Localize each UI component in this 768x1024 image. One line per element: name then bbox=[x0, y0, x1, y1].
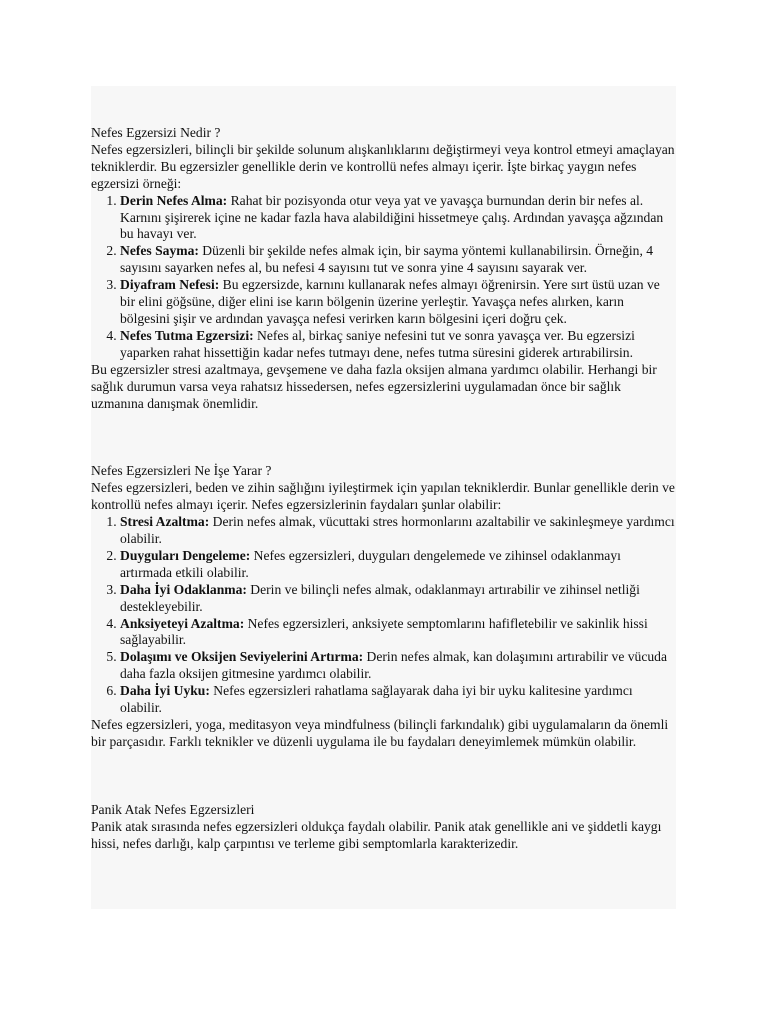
list-item-term: Anksiyeteyi Azaltma: bbox=[120, 615, 245, 631]
list-item-term: Daha İyi Uyku: bbox=[120, 683, 210, 699]
list-item-text: Düzenli bir şekilde nefes almak için, bir sayma yöntemi kullanabilirsin. Örneğin, 4 sayısını sayarken nefes al, bu nefesi 4 sayısını tut ve sonra yine 4 sayısını sayarak ver. bbox=[120, 243, 654, 276]
list-item bbox=[120, 649, 676, 683]
list-item bbox=[120, 193, 676, 244]
section-title: Panik Atak Nefes Egzersizleri bbox=[91, 801, 255, 817]
section-intro: Panik atak sırasında nefes egzersizleri oldukça faydalı olabilir. Panik atak genellikle ani ve şiddetli kaygı hissi, nefes darlığı, kalp çarpıntısı ve terleme gibi semptomlarla karakterizedir. bbox=[91, 818, 662, 851]
list-item-term: Dolaşımı ve Oksijen Seviyelerini Artırma: bbox=[120, 649, 364, 665]
section-intro: Nefes egzersizleri, beden ve zihin sağlığını iyileştirmek için yapılan tekniklerdir. Bunlar genellikle derin ve kontrollü nefes almayı içerir. Nefes egzersizlerinin faydaları şunlar olabilir: bbox=[91, 480, 675, 513]
list-item bbox=[120, 514, 676, 548]
list-item-term: Daha İyi Odaklanma: bbox=[120, 581, 247, 597]
list-item-text: Nefes egzersizleri, anksiyete semptomlarını hafifletebilir ve sakinlik hissi sağlayabilir. bbox=[120, 615, 648, 648]
section-intro: Nefes egzersizleri, bilinçli bir şekilde solunum alışkanlıklarını değiştirmeyi veya kontrol etmeyi amaçlayan tekniklerdir. Bu egzersizler genellikle derin ve kontrollü nefes almayı içerir. İşte birkaç yaygın nefes egzersizi örneği: bbox=[91, 141, 675, 191]
list-item-text: Nefes al, birkaç saniye nefesini tut ve sonra yavaşça ver. Bu egzersizi yaparken rahat hissettiğin kadar nefes tutmayı dene, nefes tutma süresini giderek artırabilirsin. bbox=[120, 327, 635, 360]
list-item bbox=[120, 683, 676, 717]
list-item-term: Duyguları Dengeleme: bbox=[120, 547, 251, 563]
section-spacer bbox=[91, 751, 676, 802]
list-item-text: Bu egzersizde, karnını kullanarak nefes almayı öğrenirsin. Yere sırt üstü uzan ve bir elini göğsüne, diğer elini ise karın bölgenin üzerine yerleştir. Yavaşça nefes alırken, karın bölgesini şişir ve ardından yavaşça nefesi verirken karın bölgesini içeri doğru çek. bbox=[120, 277, 660, 326]
list-item bbox=[120, 328, 676, 362]
section-title: Nefes Egzersizleri Ne İşe Yarar ? bbox=[91, 463, 272, 479]
list-item bbox=[120, 277, 676, 328]
list-item bbox=[120, 243, 676, 277]
list-item-text: Rahat bir pozisyonda otur veya yat ve yavaşça burnundan derin bir nefes al. Karnını şişirerek içine ne kadar fazla hava alabildiğini hissetmeye çalış. Ardından yavaşça ağzından bu havayı ver. bbox=[120, 192, 664, 242]
list-item-term: Nefes Sayma: bbox=[120, 243, 199, 259]
list-item bbox=[120, 582, 676, 616]
document-content bbox=[91, 125, 676, 853]
list-item-term: Stresi Azaltma: bbox=[120, 514, 210, 530]
list-item-text: Derin ve bilinçli nefes almak, odaklanmayı artırabilir ve zihinsel netliği destekleyebilir. bbox=[120, 581, 640, 614]
list-item-term: Derin Nefes Alma: bbox=[120, 192, 228, 208]
section-title: Nefes Egzersizi Nedir ? bbox=[91, 125, 221, 140]
list-item-text: Derin nefes almak, kan dolaşımını artırabilir ve vücuda daha fazla oksijen gitmesine yardımcı olabilir. bbox=[120, 649, 668, 682]
benefits-list bbox=[91, 514, 676, 717]
list-item bbox=[120, 616, 676, 650]
list-item bbox=[120, 548, 676, 582]
list-item-text: Nefes egzersizleri, duyguları dengelemede ve zihinsel odaklanmayı artırmada etkili olabilir. bbox=[120, 547, 621, 580]
list-item-term: Diyafram Nefesi: bbox=[120, 277, 220, 293]
document-page bbox=[91, 86, 676, 909]
section-spacer bbox=[91, 412, 676, 463]
list-item-term: Nefes Tutma Egzersizi: bbox=[120, 327, 254, 343]
exercise-list bbox=[91, 193, 676, 362]
list-item-text: Nefes egzersizleri rahatlama sağlayarak daha iyi bir uyku kalitesine yardımcı olabilir. bbox=[120, 683, 633, 716]
section-outro: Bu egzersizler stresi azaltmaya, gevşemene ve daha fazla oksijen almana yardımcı olabilir. Herhangi bir sağlık durumun varsa veya rahatsız hissedersen, nefes egzersizlerini uygulamadan önce bir sağlık uzmanına danışmak önemlidir. bbox=[91, 361, 657, 411]
list-item-text: Derin nefes almak, vücuttaki stres hormonlarını azaltabilir ve sakinleşmeye yardımcı olabilir. bbox=[120, 514, 675, 547]
section-outro: Nefes egzersizleri, yoga, meditasyon veya mindfulness (bilinçli farkındalık) gibi uygulamaların da önemli bir parçasıdır. Farklı teknikler ve düzenli uygulama ile bu faydaları deneyimlemek mümkün olabilir. bbox=[91, 717, 669, 749]
